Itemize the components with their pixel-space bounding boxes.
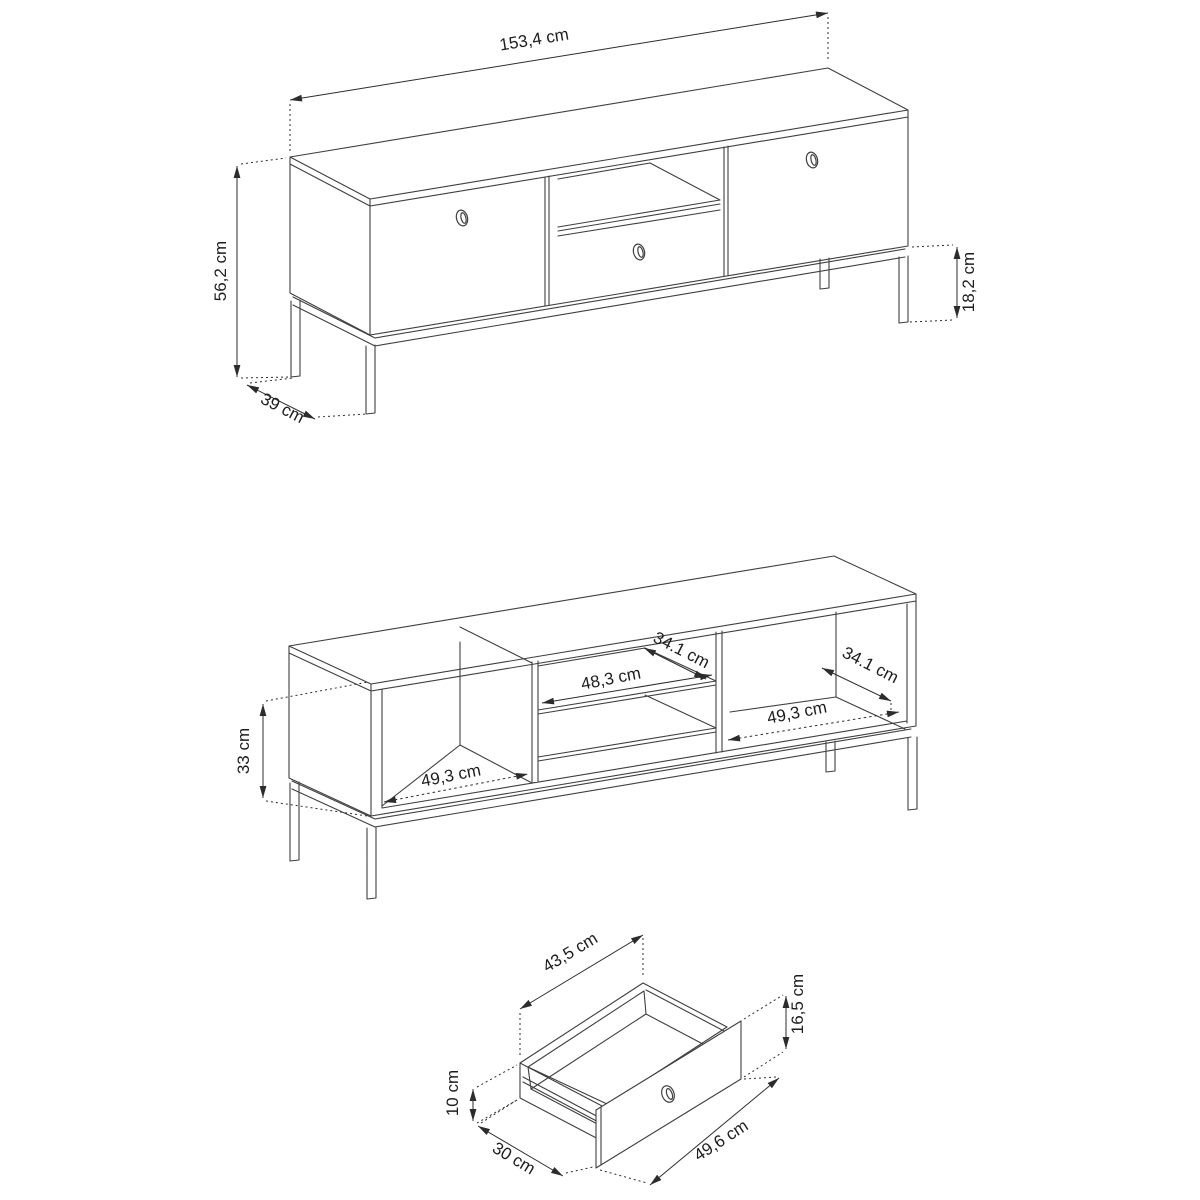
overall-view xyxy=(211,13,978,427)
drawer-knob-icon xyxy=(632,243,647,261)
overall-frame-and-legs xyxy=(291,249,908,414)
center-compartment-width-label: 48,3 cm xyxy=(579,663,643,694)
drawer-top-depth-label: 43,5 cm xyxy=(539,928,601,977)
interior-view xyxy=(234,556,917,899)
overall-leg-height-label: 18,2 cm xyxy=(959,251,978,313)
right-compartment-width-label: 49,3 cm xyxy=(765,697,829,728)
left-door-knob-icon xyxy=(455,209,470,227)
drawer-top-depth-dimension xyxy=(520,929,643,1058)
interior-height-label: 33 cm xyxy=(234,727,253,775)
overall-front-details xyxy=(545,146,728,306)
overall-carcass-outline xyxy=(290,68,908,335)
left-compartment-width-label: 49,3 cm xyxy=(419,760,483,791)
center-compartment-depth-label: 34.1 cm xyxy=(650,627,713,673)
interior-height-dimension xyxy=(234,682,368,816)
drawer-bottom-depth-dimension xyxy=(478,1100,593,1178)
drawer-front-height-label: 16,5 cm xyxy=(788,973,807,1035)
drawer-front-height-dimension xyxy=(744,974,807,1077)
overall-width-dimension xyxy=(290,13,828,152)
overall-height-dimension xyxy=(211,158,289,378)
right-door-knob-icon xyxy=(805,151,820,169)
right-compartment-depth-dimension xyxy=(822,643,902,715)
drawer-side-height-dimension xyxy=(443,1065,517,1123)
overall-depth-dimension xyxy=(247,378,366,427)
overall-height-label: 56,2 cm xyxy=(211,240,230,302)
right-compartment-width-dimension xyxy=(728,698,899,740)
drawer-front-width-label: 49,6 cm xyxy=(690,1115,752,1165)
overall-width-label: 153,4 cm xyxy=(498,24,571,55)
right-compartment-depth-label: 34.1 cm xyxy=(839,642,902,688)
overall-depth-label: 39 cm xyxy=(257,389,308,428)
drawer-view xyxy=(443,929,807,1185)
drawer-side-height-label: 10 cm xyxy=(443,1069,462,1117)
drawer-bottom-depth-label: 30 cm xyxy=(489,1138,539,1179)
center-compartment-depth-dimension xyxy=(644,628,713,679)
overall-leg-height-dimension xyxy=(910,245,978,322)
